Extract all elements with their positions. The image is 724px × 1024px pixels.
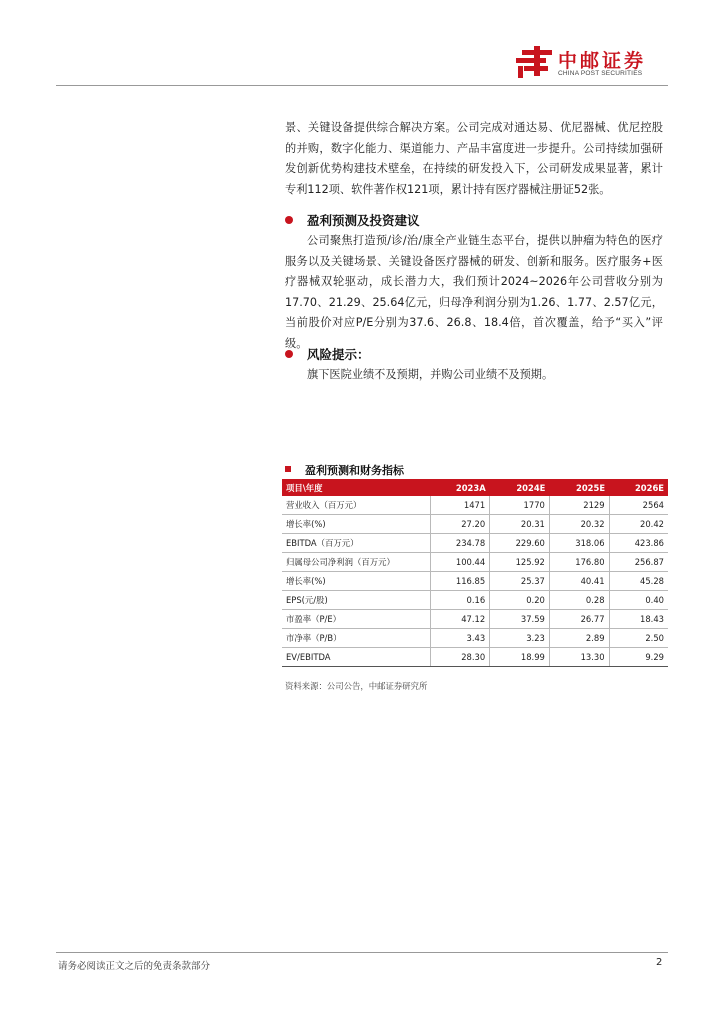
row-label-cell: EV/EBITDA — [282, 648, 430, 667]
row-label-cell: 营业收入（百万元） — [282, 496, 430, 515]
value-cell: 234.78 — [430, 534, 490, 553]
value-cell: 20.31 — [490, 515, 550, 534]
value-cell: 45.28 — [609, 572, 668, 591]
value-cell: 0.28 — [549, 591, 609, 610]
value-cell: 9.29 — [609, 648, 668, 667]
header-cell: 2024E — [490, 479, 550, 496]
forecast-section-heading — [285, 211, 420, 229]
value-cell: 18.43 — [609, 610, 668, 629]
value-cell: 2564 — [609, 496, 668, 515]
row-label-cell: 市净率（P/B） — [282, 629, 430, 648]
value-cell: 26.77 — [549, 610, 609, 629]
risk-paragraph — [285, 365, 663, 386]
row-label-cell: 增长率(%) — [282, 572, 430, 591]
forecast-text: 公司聚焦打造预/诊/治/康全产业链生态平台，提供以肿瘤为特色的医疗服务以及关键场景、关键设备医疗器械的研发、创新和服务。医疗服务+医疗器械双轮驱动，成长潜力大，我们预计2024~2026年公司营收分别为17.70、21.29、25.64亿元，归母净利润分别为1.26、1.77、2.57亿元，当前股价对应P/E分别为37.6、26.8、18.4倍，首次覆盖，给予“买入”评级。 — [285, 234, 663, 350]
value-cell: 125.92 — [490, 553, 550, 572]
table-row — [282, 553, 668, 572]
risk-title: 风险提示： — [307, 347, 370, 362]
header-cell: 2023A — [430, 479, 490, 496]
company-name-en: CHINA POST SECURITIES — [558, 70, 643, 77]
header-divider — [56, 85, 668, 86]
value-cell: 40.41 — [549, 572, 609, 591]
value-cell: 100.44 — [430, 553, 490, 572]
header-cell: 项目\年度 — [282, 479, 430, 496]
value-cell: 27.20 — [430, 515, 490, 534]
value-cell: 13.30 — [549, 648, 609, 667]
value-cell: 1471 — [430, 496, 490, 515]
value-cell: 3.43 — [430, 629, 490, 648]
company-logo — [514, 44, 674, 84]
table-row — [282, 515, 668, 534]
risk-section-heading — [285, 345, 370, 363]
financial-table — [282, 479, 668, 667]
value-cell: 20.32 — [549, 515, 609, 534]
row-label-cell: 归属母公司净利润（百万元） — [282, 553, 430, 572]
value-cell: 2.50 — [609, 629, 668, 648]
value-cell: 0.40 — [609, 591, 668, 610]
table-row — [282, 629, 668, 648]
header-cell: 2026E — [609, 479, 668, 496]
table-header-row — [282, 479, 668, 496]
page-number: 2 — [656, 957, 663, 968]
value-cell: 256.87 — [609, 553, 668, 572]
value-cell: 0.16 — [430, 591, 490, 610]
footer-divider — [56, 952, 668, 953]
value-cell: 25.37 — [490, 572, 550, 591]
value-cell: 423.86 — [609, 534, 668, 553]
table-row — [282, 572, 668, 591]
value-cell: 28.30 — [430, 648, 490, 667]
intro-paragraph — [285, 118, 663, 200]
value-cell: 47.12 — [430, 610, 490, 629]
value-cell: 0.20 — [490, 591, 550, 610]
risk-text: 旗下医院业绩不及预期，并购公司业绩不及预期。 — [307, 368, 554, 381]
value-cell: 18.99 — [490, 648, 550, 667]
intro-text: 景、关键设备提供综合解决方案。公司完成对通达易、优尼器械、优尼控股的并购，数字化能力、渠道能力、产品丰富度进一步提升。公司持续加强研发创新优势构建技术壁垒，在持续的研发投入下，公司研发成果显著，累计专利112项、软件著作权121项，累计持有医疗器械注册证52张。 — [285, 121, 663, 196]
value-cell: 2.89 — [549, 629, 609, 648]
forecast-paragraph — [285, 231, 663, 354]
table-row — [282, 496, 668, 515]
table-row — [282, 534, 668, 553]
value-cell: 2129 — [549, 496, 609, 515]
table-title — [285, 462, 404, 478]
table-title-text: 盈利预测和财务指标 — [305, 464, 404, 477]
value-cell: 176.80 — [549, 553, 609, 572]
value-cell: 1770 — [490, 496, 550, 515]
value-cell: 20.42 — [609, 515, 668, 534]
forecast-title: 盈利预测及投资建议 — [307, 213, 420, 228]
company-name: 中邮证券 — [558, 50, 647, 72]
row-label-cell: 增长率(%) — [282, 515, 430, 534]
value-cell: 116.85 — [430, 572, 490, 591]
value-cell: 318.06 — [549, 534, 609, 553]
row-label-cell: 市盈率（P/E） — [282, 610, 430, 629]
value-cell: 229.60 — [490, 534, 550, 553]
china-post-logo-icon — [514, 44, 554, 80]
bullet-icon — [285, 350, 293, 358]
footer-disclaimer: 请务必阅读正文之后的免责条款部分 — [58, 961, 211, 972]
table-row — [282, 610, 668, 629]
row-label-cell: EBITDA（百万元） — [282, 534, 430, 553]
header-cell: 2025E — [549, 479, 609, 496]
square-bullet-icon — [285, 466, 291, 472]
table-source: 资料来源：公司公告，中邮证券研究所 — [285, 681, 428, 691]
value-cell: 3.23 — [490, 629, 550, 648]
table-row — [282, 648, 668, 667]
value-cell: 37.59 — [490, 610, 550, 629]
bullet-icon — [285, 216, 293, 224]
table-row — [282, 591, 668, 610]
row-label-cell: EPS(元/股) — [282, 591, 430, 610]
